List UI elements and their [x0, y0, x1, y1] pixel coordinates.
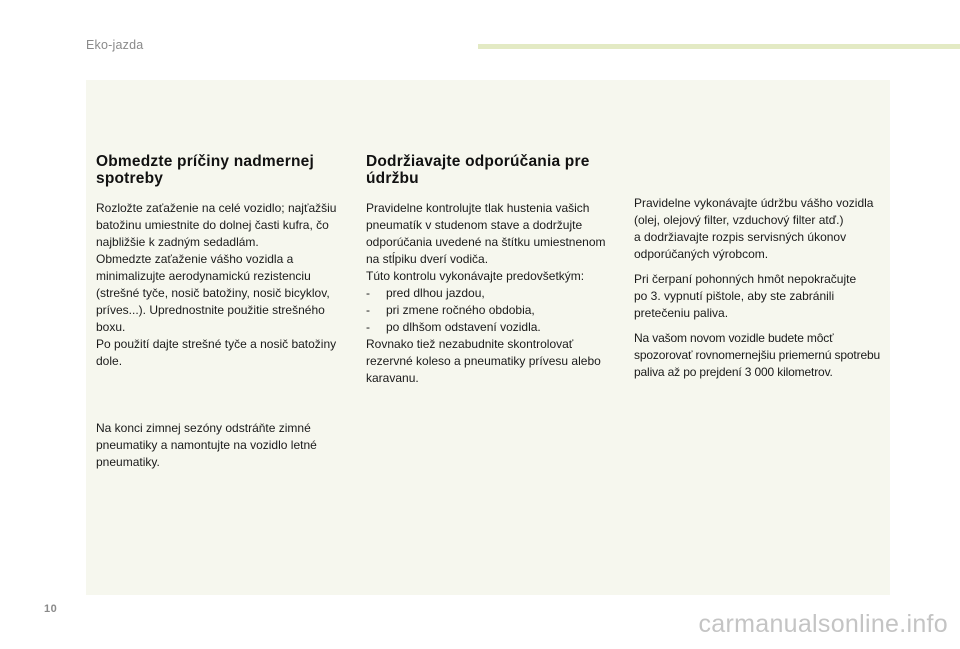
- text-line: odporúčania uvedené na štítku umiestnenom: [366, 235, 606, 249]
- section-title: Eko-jazda: [86, 38, 144, 52]
- text-line: pneumatiky a namontujte na vozidlo letné: [96, 438, 317, 452]
- list-item: [366, 285, 618, 302]
- heading-maintenance: [366, 153, 618, 187]
- paragraph-tyre-pressure: [366, 200, 618, 387]
- text-line: (olej, olejový filter, vzduchový filter atď.): [634, 213, 844, 227]
- heading-line: Dodržiavajte odporúčania pre: [366, 153, 590, 170]
- heading-consumption: [96, 153, 348, 187]
- text-line: rezervné koleso a pneumatiky prívesu alebo: [366, 354, 601, 368]
- text-line: Na vašom novom vozidle budete môcť: [634, 331, 834, 345]
- paragraph-service-schedule: [634, 195, 884, 263]
- paragraph-load: [96, 200, 348, 370]
- paragraph-refuelling: [634, 271, 884, 322]
- intro-text: [366, 200, 618, 285]
- text-line: najbližšie k zadným sedadlám.: [96, 235, 259, 249]
- text-line: pretečeniu paliva.: [634, 306, 729, 320]
- text-line: boxu.: [96, 320, 126, 334]
- text-line: Rovnako tiež nezabudnite skontrolovať: [366, 337, 574, 351]
- text-line: minimalizujte aerodynamickú rezistenciu: [96, 269, 311, 283]
- header-accent-bar: [478, 44, 960, 49]
- text-line: batožinu umiestnite do dolnej časti kufra, čo: [96, 218, 329, 232]
- list-dash: -: [366, 286, 370, 300]
- list-item-text: pred dlhou jazdou,: [386, 286, 485, 300]
- list-dash: -: [366, 320, 370, 334]
- list-dash: -: [366, 303, 370, 317]
- text-line: Pravidelne kontrolujte tlak hustenia vašich: [366, 201, 590, 215]
- page-number: 10: [44, 603, 58, 615]
- text-line: odporúčaných výrobcom.: [634, 247, 769, 261]
- text-line: po 3. vypnutí pištole, aby ste zabránili: [634, 289, 835, 303]
- text-line: paliva až po prejdení 3 000 kilometrov.: [634, 365, 833, 379]
- text-line: príves...). Uprednostnite použitie strešného: [96, 303, 325, 317]
- text-line: karavanu.: [366, 371, 419, 385]
- text-line: a dodržiavajte rozpis servisných úkonov: [634, 230, 847, 244]
- text-line: Obmedzte zaťaženie vášho vozidla a: [96, 252, 294, 266]
- heading-line: spotreby: [96, 170, 164, 187]
- watermark-text: carmanualsonline.info: [698, 610, 948, 638]
- text-line: Po použití dajte strešné tyče a nosič batožiny: [96, 337, 337, 351]
- text-line: na stĺpiku dverí vodiča.: [366, 252, 489, 266]
- column-consumption: [96, 153, 348, 471]
- paragraph-new-vehicle: [634, 330, 884, 381]
- text-line: pneumatiky.: [96, 455, 160, 469]
- column-maintenance: [366, 153, 618, 387]
- text-line: pneumatík v studenom stave a dodržujte: [366, 218, 583, 232]
- text-line: Pri čerpaní pohonných hmôt nepokračujte: [634, 272, 857, 286]
- outro-text: [366, 336, 618, 387]
- list-item: [366, 319, 618, 336]
- text-line: Pravidelne vykonávajte údržbu vášho vozidla: [634, 196, 874, 210]
- text-line: spozorovať rovnomernejšiu priemernú spotrebu: [634, 348, 881, 362]
- heading-line: údržbu: [366, 170, 419, 187]
- text-line: dole.: [96, 354, 123, 368]
- list-item-text: po dlhšom odstavení vozidla.: [386, 320, 541, 334]
- list-item: [366, 302, 618, 319]
- paragraph-tyres: [96, 420, 348, 471]
- list-item-text: pri zmene ročného obdobia,: [386, 303, 535, 317]
- text-line: Na konci zimnej sezóny odstráňte zimné: [96, 421, 311, 435]
- heading-line: Obmedzte príčiny nadmernej: [96, 153, 314, 170]
- column-servicing: [634, 195, 884, 381]
- text-line: Rozložte zaťaženie na celé vozidlo; najťažšiu: [96, 201, 337, 215]
- text-line: Túto kontrolu vykonávajte predovšetkým:: [366, 269, 585, 283]
- text-line: (strešné tyče, nosič batožiny, nosič bicyklov,: [96, 286, 330, 300]
